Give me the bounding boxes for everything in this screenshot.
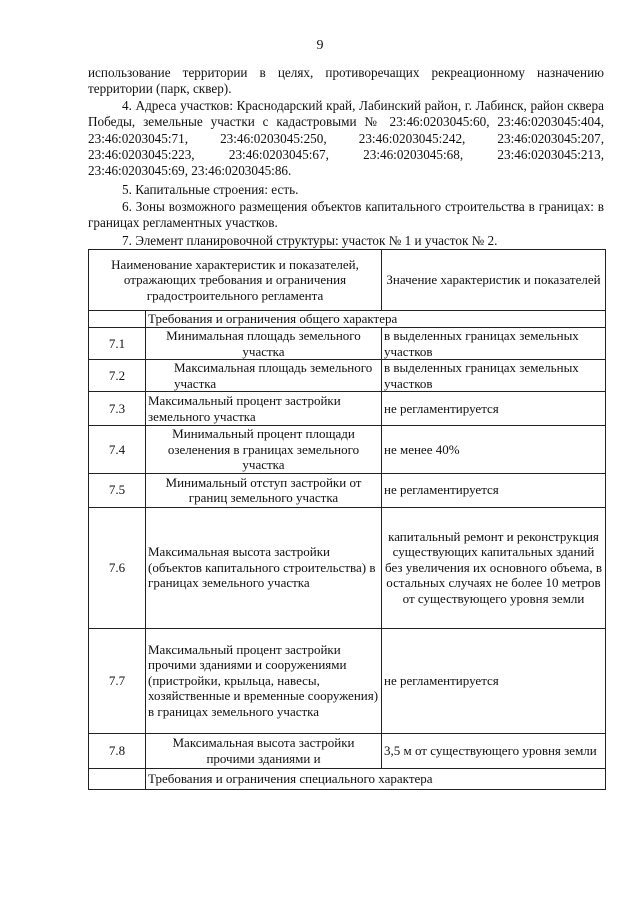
row-name: Максимальная высота застройки прочими зданиями и [146, 733, 382, 768]
paragraph-7-structure: 7. Элемент планировочной структуры: участок № 1 и участок № 2. [122, 233, 498, 248]
section-special-row [89, 768, 606, 789]
table-row [89, 392, 606, 426]
row-name: Минимальный отступ застройки от границ земельного участка [146, 473, 382, 507]
row-number: 7.8 [89, 733, 146, 768]
row-number: 7.1 [89, 328, 146, 360]
section-special-label: Требования и ограничения специального характера [146, 768, 606, 789]
row-value: 3,5 м от существующего уровня земли [382, 733, 606, 768]
row-number: 7.6 [89, 507, 146, 628]
row-name: Максимальный процент застройки земельного участка [146, 392, 382, 426]
row-number: 7.2 [89, 360, 146, 392]
paragraph-rest-of-3: использование территории в целях, противоречащих рекреационному назначению территории (парк, сквер). [88, 65, 604, 97]
table-header-row [89, 250, 606, 311]
paragraph-5-buildings: 5. Капитальные строения: есть. [122, 182, 299, 197]
regulation-table [88, 249, 606, 790]
table-row [89, 426, 606, 474]
table-row [89, 733, 606, 768]
row-value: не регламентируется [382, 473, 606, 507]
table-row [89, 507, 606, 628]
table-row [89, 473, 606, 507]
paragraph-6-zones: 6. Зоны возможного размещения объектов капитального строительства в границах: в границах регламентных участков. [88, 199, 604, 231]
section-general-row [89, 311, 606, 328]
paragraph-4-addresses: 4. Адреса участков: Краснодарский край, Лабинский район, г. Лабинск, район сквера Победы, земельные участки с кадастровыми № 23:46:0203045:60, 23:46:0203045:404, 23:46:0203045:71, 23:46:0203045:250, 23:46:0203045:242, 23:46:0203045:207, 23:46:0203045:223, 23:46:0203045:67, 23:46:0203045:68, 23:46:0203045:213, 23:46:0203045:69, 23:46:0203045:86. [88, 98, 604, 179]
row-number: 7.5 [89, 473, 146, 507]
header-name-cell: Наименование характеристик и показателей, отражающих требования и ограничения градостроительного регламента [89, 250, 382, 311]
row-number: 7.3 [89, 392, 146, 426]
table-row [89, 628, 606, 733]
row-name: Максимальная площадь земельного участка [146, 360, 382, 392]
section-special-empty [89, 768, 146, 789]
row-name: Минимальный процент площади озеленения в границах земельного участка [146, 426, 382, 474]
row-value: в выделенных границах земельных участков [382, 328, 606, 360]
row-value: не регламентируется [382, 628, 606, 733]
row-name: Максимальный процент застройки прочими зданиями и сооружениями (пристройки, крыльца, навесы, хозяйственные и временные сооружения) в границах земельного участка [146, 628, 382, 733]
table-row [89, 328, 606, 360]
row-value: не менее 40% [382, 426, 606, 474]
row-name: Минимальная площадь земельного участка [146, 328, 382, 360]
section-general-empty [89, 311, 146, 328]
row-number: 7.7 [89, 628, 146, 733]
row-number: 7.4 [89, 426, 146, 474]
row-value: капитальный ремонт и реконструкция существующих капитальных зданий без увеличения их основного объема, в остальных случаях не более 10 метров от существующего уровня земли [382, 507, 606, 628]
section-general-label: Требования и ограничения общего характера [146, 311, 606, 328]
table-row [89, 360, 606, 392]
row-value: не регламентируется [382, 392, 606, 426]
row-name: Максимальная высота застройки (объектов капитального строительства) в границах земельного участка [146, 507, 382, 628]
row-value: в выделенных границах земельных участков [382, 360, 606, 392]
page-number: 9 [316, 38, 324, 53]
header-value-cell: Значение характеристик и показателей [382, 250, 606, 311]
